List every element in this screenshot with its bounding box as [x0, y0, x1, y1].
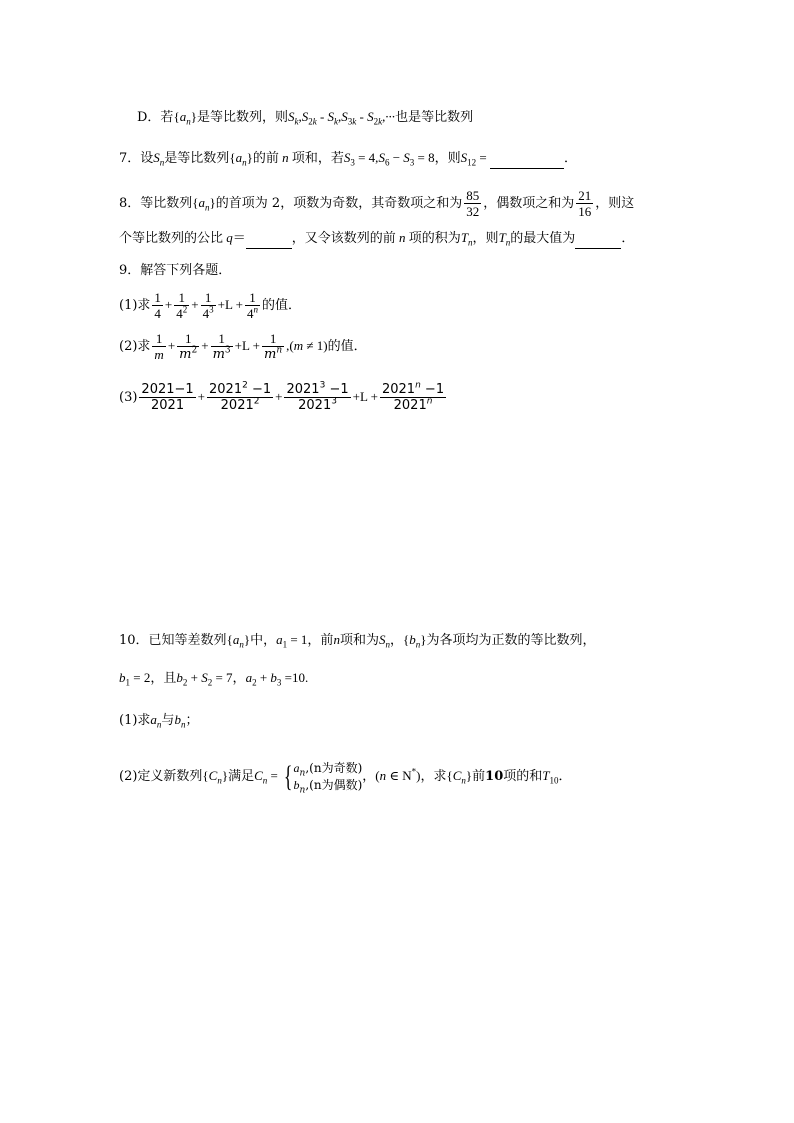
question-8-line-1: 8．等比数列$\{a_n\}$的首项为 2，项数为奇数，其奇数项之和为 $\frac{85}{32}$ ，偶数项之和为 $\frac{21}{16}$ ，则这 — [119, 188, 635, 219]
fraction-odd-sum: $\frac{85}{32}$ — [466, 188, 480, 219]
question-9-part-1: (1)求 $\frac{1}{4}$ + $\frac{1}{4^2}$ + $\frac{1}{4^3}$ +L + $\frac{1}{4^n}$ 的值． — [119, 290, 301, 321]
question-10-line-2: $b_1 = 2$，且$b_2 + S_2 = 7$，$a_2 + b_3 =10$. — [119, 670, 309, 688]
fraction-even-sum: $\frac{21}{16}$ — [578, 188, 592, 219]
question-9-title: 9．解答下列各题． — [119, 263, 232, 278]
answer-blank-q7[interactable] — [490, 154, 564, 169]
question-10-part-1: (1)求$a_n$与$b_n$； — [119, 712, 199, 730]
question-10-line-1: 10．已知等差数列$\{a_n\}$中，$a_1 = 1$，前n项和为$S_n$，$\{b_n\}$为各项均为正数的等比数列， — [119, 632, 596, 650]
question-7: 7．设$S_n$是等比数列$\{a_n\}$的前 n 项和，若$S_3 = 4,S_6 - S_3 = 8$，则$S_{12}$ = ． — [119, 150, 577, 168]
answer-blank-q8-ratio[interactable] — [246, 234, 292, 249]
option-d: D．若$\{a_n\}$是等比数列，则$S_k,S_{2k} - S_k,S_{3k} - S_{2k},\cdot\cdot\cdot$也是等比数列 — [137, 109, 474, 127]
question-8-line-2: 个等比数列的公比 q＝ ，又令该数列的前 n 项的积为$T_n$，则$T_n$的最大值为 ． — [119, 230, 635, 248]
question-10-part-2: (2)定义新数列$\{C_n\}$满足$C_n$ = { $a_n,(n$为奇数) $b_n,(n$为偶数) ，(n ∈ N*)，求$\{C_n\}$前10项的和$T_{10}$． — [119, 759, 572, 795]
question-9-part-2: (2)求 $\frac{1}{m}$ + $\frac{1}{m^2}$ + $\frac{1}{m^3}$ +L + $\frac{1}{m^n}$ ,(m ≠ 1)的值． — [119, 331, 367, 362]
question-9-part-3: (3) $\frac{2021-1}{2021}$ + $\frac{2021^2 -1}{2021^2}$ + $\frac{2021^3 -1}{2021^3}$ +L + $\frac{2021^n -1}{2021^n}$ — [119, 380, 445, 413]
answer-blank-q8-max[interactable] — [575, 234, 621, 249]
piecewise-definition: $a_n,(n$为奇数) $b_n,(n$为偶数) — [293, 760, 363, 795]
